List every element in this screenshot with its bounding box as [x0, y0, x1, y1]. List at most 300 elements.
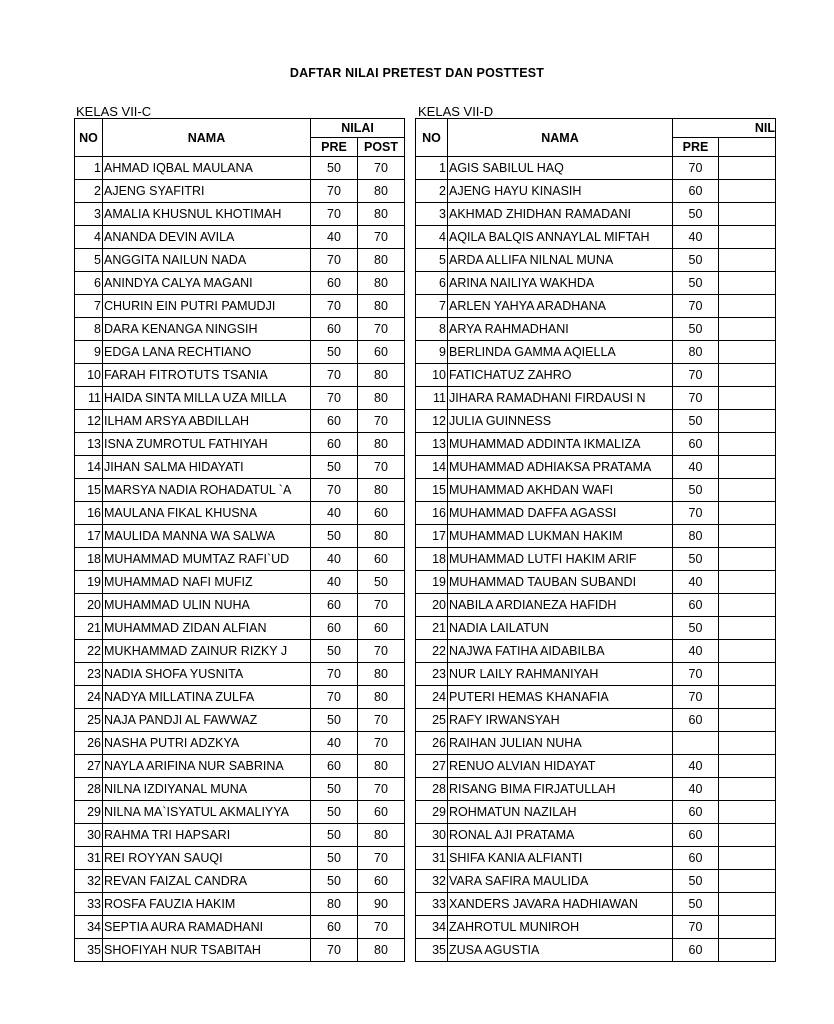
student-name: MUHAMMAD LUKMAN HAKIM — [448, 525, 673, 548]
student-name: ANINDYA CALYA MAGANI — [103, 272, 311, 295]
table-row — [75, 249, 405, 272]
table-row — [75, 157, 405, 180]
row-number: 4 — [416, 226, 448, 249]
student-name: NAJWA FATIHA AIDABILBA — [448, 640, 673, 663]
row-number: 23 — [75, 663, 103, 686]
row-number: 5 — [416, 249, 448, 272]
posttest-score-cut — [719, 295, 776, 318]
table-row — [416, 295, 776, 318]
row-number: 27 — [75, 755, 103, 778]
student-name: ARYA RAHMADHANI — [448, 318, 673, 341]
pretest-score: 60 — [311, 272, 358, 295]
row-number: 25 — [75, 709, 103, 732]
posttest-score: 90 — [358, 893, 405, 916]
grades-table-right — [415, 118, 776, 962]
student-name: NILNA IZDIYANAL MUNA — [103, 778, 311, 801]
pretest-score: 70 — [311, 203, 358, 226]
pretest-score: 50 — [311, 801, 358, 824]
posttest-score: 70 — [358, 778, 405, 801]
student-name: NILNA MA`ISYATUL AKMALIYYA — [103, 801, 311, 824]
row-number: 12 — [75, 410, 103, 433]
pretest-score: 40 — [673, 755, 719, 778]
student-name: MAULANA FIKAL KHUSNA — [103, 502, 311, 525]
row-number: 2 — [75, 180, 103, 203]
row-number: 9 — [416, 341, 448, 364]
student-name: ANANDA DEVIN AVILA — [103, 226, 311, 249]
pretest-score: 50 — [311, 824, 358, 847]
posttest-score-cut — [719, 272, 776, 295]
row-number: 12 — [416, 410, 448, 433]
table-row — [416, 548, 776, 571]
posttest-score: 80 — [358, 479, 405, 502]
table-row — [75, 341, 405, 364]
posttest-score: 60 — [358, 341, 405, 364]
table-row — [75, 364, 405, 387]
row-number: 3 — [75, 203, 103, 226]
row-number: 11 — [416, 387, 448, 410]
row-number: 3 — [416, 203, 448, 226]
posttest-score-cut — [719, 249, 776, 272]
posttest-score-cut — [719, 502, 776, 525]
posttest-score-cut — [719, 594, 776, 617]
posttest-score: 50 — [358, 571, 405, 594]
posttest-score: 80 — [358, 525, 405, 548]
row-number: 1 — [75, 157, 103, 180]
posttest-score: 80 — [358, 180, 405, 203]
table-row — [75, 548, 405, 571]
row-number: 29 — [75, 801, 103, 824]
row-number: 26 — [416, 732, 448, 755]
table-row — [75, 456, 405, 479]
posttest-score-cut — [719, 939, 776, 962]
table-row — [416, 778, 776, 801]
pretest-score: 70 — [311, 939, 358, 962]
posttest-score: 80 — [358, 939, 405, 962]
table-row — [416, 203, 776, 226]
table-row — [75, 272, 405, 295]
header-pre: PRE — [673, 138, 719, 157]
student-name: ISNA ZUMROTUL FATHIYAH — [103, 433, 311, 456]
student-name: ILHAM ARSYA ABDILLAH — [103, 410, 311, 433]
pretest-score: 50 — [311, 709, 358, 732]
table-row — [416, 318, 776, 341]
student-name: NADIA SHOFA YUSNITA — [103, 663, 311, 686]
table-row — [75, 502, 405, 525]
posttest-score-cut — [719, 824, 776, 847]
table-row — [75, 226, 405, 249]
pretest-score: 60 — [311, 594, 358, 617]
table-row — [416, 939, 776, 962]
row-number: 22 — [416, 640, 448, 663]
posttest-score-cut — [719, 387, 776, 410]
table-row — [75, 939, 405, 962]
header-nama: NAMA — [448, 119, 673, 157]
table-row — [416, 272, 776, 295]
student-name: ARLEN YAHYA ARADHANA — [448, 295, 673, 318]
row-number: 7 — [416, 295, 448, 318]
pretest-score: 40 — [311, 502, 358, 525]
posttest-score: 80 — [358, 272, 405, 295]
student-name: MUHAMMAD MUMTAZ RAFI`UD — [103, 548, 311, 571]
table-row — [416, 709, 776, 732]
header-nama: NAMA — [103, 119, 311, 157]
pretest-score: 60 — [311, 410, 358, 433]
student-name: AKHMAD ZHIDHAN RAMADANI — [448, 203, 673, 226]
row-number: 10 — [416, 364, 448, 387]
posttest-score-cut — [719, 157, 776, 180]
table-row — [75, 824, 405, 847]
row-number: 9 — [75, 341, 103, 364]
row-number: 29 — [416, 801, 448, 824]
posttest-score: 80 — [358, 824, 405, 847]
table-row — [416, 663, 776, 686]
table-row — [416, 364, 776, 387]
pretest-score: 70 — [311, 663, 358, 686]
student-name: MUKHAMMAD ZAINUR RIZKY J — [103, 640, 311, 663]
header-nilai: NILAI — [311, 119, 405, 138]
student-name: NADYA MILLATINA ZULFA — [103, 686, 311, 709]
posttest-score: 60 — [358, 502, 405, 525]
pretest-score: 50 — [673, 203, 719, 226]
posttest-score: 80 — [358, 295, 405, 318]
table-row — [416, 341, 776, 364]
table-row — [75, 571, 405, 594]
student-name: MUHAMMAD TAUBAN SUBANDI — [448, 571, 673, 594]
table-row — [75, 180, 405, 203]
student-name: MUHAMMAD AKHDAN WAFI — [448, 479, 673, 502]
pretest-score: 40 — [673, 640, 719, 663]
row-number: 31 — [416, 847, 448, 870]
table-row — [75, 847, 405, 870]
table-row — [416, 502, 776, 525]
row-number: 32 — [416, 870, 448, 893]
student-name: VARA SAFIRA MAULIDA — [448, 870, 673, 893]
header-post-cut — [719, 138, 776, 157]
student-name: MARSYA NADIA ROHADATUL `A — [103, 479, 311, 502]
table-row — [75, 525, 405, 548]
pretest-score: 70 — [311, 180, 358, 203]
student-name: AQILA BALQIS ANNAYLAL MIFTAH — [448, 226, 673, 249]
posttest-score-cut — [719, 180, 776, 203]
table-row — [416, 410, 776, 433]
grades-table-left — [74, 118, 405, 962]
pretest-score: 50 — [673, 893, 719, 916]
posttest-score-cut — [719, 364, 776, 387]
table-row — [416, 640, 776, 663]
pretest-score: 70 — [673, 295, 719, 318]
row-number: 18 — [75, 548, 103, 571]
posttest-score: 80 — [358, 755, 405, 778]
student-name: NADIA LAILATUN — [448, 617, 673, 640]
table-row — [416, 755, 776, 778]
student-name: AJENG HAYU KINASIH — [448, 180, 673, 203]
row-number: 15 — [75, 479, 103, 502]
pretest-score: 40 — [311, 548, 358, 571]
posttest-score: 70 — [358, 709, 405, 732]
posttest-score: 60 — [358, 617, 405, 640]
pretest-score: 70 — [311, 295, 358, 318]
pretest-score: 60 — [673, 847, 719, 870]
posttest-score-cut — [719, 755, 776, 778]
row-number: 28 — [416, 778, 448, 801]
class-label-right: KELAS VII-D — [418, 104, 494, 119]
student-name: AHMAD IQBAL MAULANA — [103, 157, 311, 180]
posttest-score: 70 — [358, 732, 405, 755]
posttest-score: 70 — [358, 847, 405, 870]
posttest-score-cut — [719, 548, 776, 571]
posttest-score-cut — [719, 686, 776, 709]
student-name: MUHAMMAD NAFI MUFIZ — [103, 571, 311, 594]
row-number: 8 — [75, 318, 103, 341]
row-number: 34 — [75, 916, 103, 939]
row-number: 35 — [416, 939, 448, 962]
row-number: 14 — [75, 456, 103, 479]
pretest-score: 70 — [311, 479, 358, 502]
student-name: RAHMA TRI HAPSARI — [103, 824, 311, 847]
row-number: 31 — [75, 847, 103, 870]
pretest-score: 70 — [673, 364, 719, 387]
table-row — [416, 686, 776, 709]
student-name: EDGA LANA RECHTIANO — [103, 341, 311, 364]
row-number: 11 — [75, 387, 103, 410]
pretest-score: 50 — [311, 640, 358, 663]
student-name: ANGGITA NAILUN NADA — [103, 249, 311, 272]
posttest-score-cut — [719, 410, 776, 433]
student-name: RENUO ALVIAN HIDAYAT — [448, 755, 673, 778]
posttest-score: 70 — [358, 594, 405, 617]
student-name: MUHAMMAD DAFFA AGASSI — [448, 502, 673, 525]
pretest-score: 80 — [673, 525, 719, 548]
table-row — [75, 594, 405, 617]
table-row — [75, 686, 405, 709]
pretest-score: 50 — [673, 318, 719, 341]
pretest-score: 70 — [673, 686, 719, 709]
student-name: MUHAMMAD ADDINTA IKMALIZA — [448, 433, 673, 456]
row-number: 33 — [75, 893, 103, 916]
posttest-score: 80 — [358, 387, 405, 410]
table-row — [75, 893, 405, 916]
student-name: NAYLA ARIFINA NUR SABRINA — [103, 755, 311, 778]
student-name: AJENG SYAFITRI — [103, 180, 311, 203]
posttest-score-cut — [719, 640, 776, 663]
pretest-score: 60 — [673, 433, 719, 456]
row-number: 14 — [416, 456, 448, 479]
pretest-score: 50 — [673, 870, 719, 893]
pretest-score: 70 — [311, 249, 358, 272]
student-name: SEPTIA AURA RAMADHANI — [103, 916, 311, 939]
header-no: NO — [416, 119, 448, 157]
pretest-score: 80 — [673, 341, 719, 364]
posttest-score-cut — [719, 663, 776, 686]
student-name: REI ROYYAN SAUQI — [103, 847, 311, 870]
pretest-score: 70 — [311, 387, 358, 410]
student-name: RONAL AJI PRATAMA — [448, 824, 673, 847]
right-table-viewport — [415, 118, 776, 968]
table-row — [416, 916, 776, 939]
row-number: 5 — [75, 249, 103, 272]
row-number: 8 — [416, 318, 448, 341]
posttest-score: 70 — [358, 916, 405, 939]
table-row — [75, 709, 405, 732]
posttest-score-cut — [719, 801, 776, 824]
student-name: AGIS SABILUL HAQ — [448, 157, 673, 180]
pretest-score: 40 — [311, 571, 358, 594]
posttest-score: 80 — [358, 433, 405, 456]
row-number: 34 — [416, 916, 448, 939]
pretest-score: 40 — [673, 571, 719, 594]
table-row — [416, 249, 776, 272]
table-row — [416, 180, 776, 203]
student-name: JIHARA RAMADHANI FIRDAUSI N — [448, 387, 673, 410]
pretest-score: 60 — [673, 709, 719, 732]
student-name: SHOFIYAH NUR TSABITAH — [103, 939, 311, 962]
posttest-score: 60 — [358, 548, 405, 571]
posttest-score: 70 — [358, 410, 405, 433]
row-number: 24 — [416, 686, 448, 709]
student-name: CHURIN EIN PUTRI PAMUDJI — [103, 295, 311, 318]
pretest-score: 50 — [673, 249, 719, 272]
student-name: MUHAMMAD LUTFI HAKIM ARIF — [448, 548, 673, 571]
pretest-score: 70 — [311, 686, 358, 709]
row-number: 27 — [416, 755, 448, 778]
pretest-score: 50 — [311, 157, 358, 180]
row-number: 6 — [416, 272, 448, 295]
student-name: BERLINDA GAMMA AQIELLA — [448, 341, 673, 364]
row-number: 30 — [75, 824, 103, 847]
pretest-score: 40 — [311, 226, 358, 249]
row-number: 13 — [416, 433, 448, 456]
table-row — [75, 778, 405, 801]
row-number: 4 — [75, 226, 103, 249]
student-name: ARDA ALLIFA NILNAL MUNA — [448, 249, 673, 272]
pretest-score — [673, 732, 719, 755]
table-row — [416, 847, 776, 870]
row-number: 30 — [416, 824, 448, 847]
student-name: RAFY IRWANSYAH — [448, 709, 673, 732]
header-post: POST — [358, 138, 405, 157]
pretest-score: 50 — [311, 847, 358, 870]
posttest-score: 70 — [358, 226, 405, 249]
pretest-score: 40 — [673, 456, 719, 479]
pretest-score: 60 — [311, 318, 358, 341]
posttest-score: 80 — [358, 249, 405, 272]
row-number: 24 — [75, 686, 103, 709]
student-name: ARINA NAILIYA WAKHDA — [448, 272, 673, 295]
row-number: 20 — [416, 594, 448, 617]
student-name: NUR LAILY RAHMANIYAH — [448, 663, 673, 686]
pretest-score: 70 — [311, 364, 358, 387]
student-name: JIHAN SALMA HIDAYATI — [103, 456, 311, 479]
posttest-score-cut — [719, 847, 776, 870]
student-name: FARAH FITROTUTS TSANIA — [103, 364, 311, 387]
student-name: FATICHATUZ ZAHRO — [448, 364, 673, 387]
student-name: RAIHAN JULIAN NUHA — [448, 732, 673, 755]
pretest-score: 60 — [311, 755, 358, 778]
student-name: REVAN FAIZAL CANDRA — [103, 870, 311, 893]
row-number: 15 — [416, 479, 448, 502]
pretest-score: 40 — [311, 732, 358, 755]
student-name: MAULIDA MANNA WA SALWA — [103, 525, 311, 548]
header-pre: PRE — [311, 138, 358, 157]
table-row — [416, 157, 776, 180]
student-name: PUTERI HEMAS KHANAFIA — [448, 686, 673, 709]
row-number: 16 — [416, 502, 448, 525]
class-label-left: KELAS VII-C — [76, 104, 152, 119]
posttest-score: 70 — [358, 318, 405, 341]
posttest-score-cut — [719, 456, 776, 479]
pretest-score: 70 — [673, 387, 719, 410]
table-row — [416, 824, 776, 847]
table-row — [416, 387, 776, 410]
row-number: 10 — [75, 364, 103, 387]
pretest-score: 50 — [673, 272, 719, 295]
student-name: NABILA ARDIANEZA HAFIDH — [448, 594, 673, 617]
table-row — [416, 571, 776, 594]
row-number: 17 — [75, 525, 103, 548]
posttest-score: 80 — [358, 203, 405, 226]
student-name: NASHA PUTRI ADZKYA — [103, 732, 311, 755]
pretest-score: 60 — [311, 617, 358, 640]
student-name: SHIFA KANIA ALFIANTI — [448, 847, 673, 870]
table-row — [75, 916, 405, 939]
pretest-score: 50 — [673, 479, 719, 502]
pretest-score: 70 — [673, 916, 719, 939]
pretest-score: 60 — [311, 433, 358, 456]
posttest-score-cut — [719, 916, 776, 939]
pretest-score: 80 — [311, 893, 358, 916]
pretest-score: 70 — [673, 157, 719, 180]
posttest-score-cut — [719, 732, 776, 755]
student-name: MUHAMMAD ADHIAKSA PRATAMA — [448, 456, 673, 479]
posttest-score-cut — [719, 203, 776, 226]
pretest-score: 60 — [673, 594, 719, 617]
pretest-score: 60 — [673, 939, 719, 962]
table-row — [75, 732, 405, 755]
student-name: ZAHROTUL MUNIROH — [448, 916, 673, 939]
posttest-score: 60 — [358, 870, 405, 893]
table-row — [416, 801, 776, 824]
row-number: 21 — [75, 617, 103, 640]
row-number: 18 — [416, 548, 448, 571]
table-row — [416, 732, 776, 755]
posttest-score-cut — [719, 870, 776, 893]
pretest-score: 50 — [311, 870, 358, 893]
table-row — [416, 525, 776, 548]
pretest-score: 40 — [673, 226, 719, 249]
posttest-score: 70 — [358, 456, 405, 479]
row-number: 2 — [416, 180, 448, 203]
pretest-score: 50 — [673, 548, 719, 571]
pretest-score: 70 — [673, 663, 719, 686]
posttest-score-cut — [719, 318, 776, 341]
table-row — [75, 617, 405, 640]
table-row — [416, 456, 776, 479]
table-row — [75, 433, 405, 456]
table-row — [75, 203, 405, 226]
posttest-score: 70 — [358, 157, 405, 180]
pretest-score: 60 — [673, 801, 719, 824]
table-row — [75, 410, 405, 433]
pretest-score: 50 — [673, 410, 719, 433]
table-row — [75, 295, 405, 318]
row-number: 32 — [75, 870, 103, 893]
table-row — [75, 801, 405, 824]
table-row — [416, 870, 776, 893]
student-name: MUHAMMAD ULIN NUHA — [103, 594, 311, 617]
row-number: 1 — [416, 157, 448, 180]
table-row — [416, 893, 776, 916]
table-row — [75, 387, 405, 410]
